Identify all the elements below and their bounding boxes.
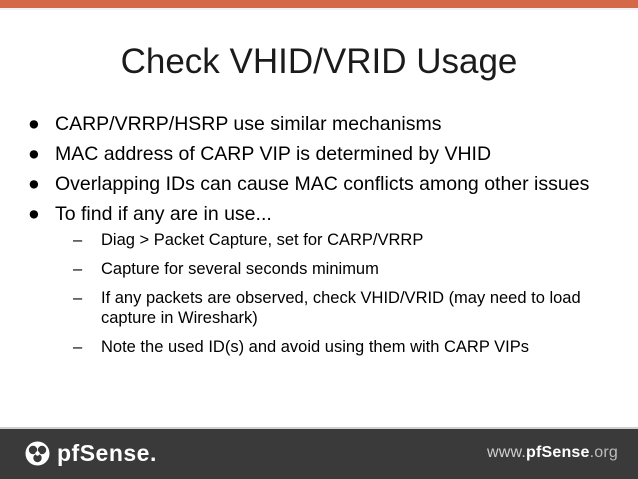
bullet-text: CARP/VRRP/HSRP use similar mechanisms bbox=[55, 113, 442, 135]
sub-bullet-marker: – bbox=[73, 231, 83, 249]
sub-bullet-text: If any packets are observed, check VHID/VRID (may need to load capture in Wireshark) bbox=[101, 289, 581, 327]
footer-divider bbox=[0, 427, 638, 429]
top-accent-bar bbox=[0, 0, 638, 8]
sub-bullet-item bbox=[73, 259, 618, 279]
bullet-marker: ● bbox=[28, 173, 40, 195]
url-brand: pfSense bbox=[525, 444, 590, 461]
url-prefix: www. bbox=[486, 444, 526, 461]
sub-bullet-text: Diag > Packet Capture, set for CARP/VRRP bbox=[101, 231, 424, 249]
slide-content bbox=[28, 113, 618, 366]
bullet-marker: ● bbox=[28, 113, 40, 135]
bullet-item bbox=[28, 113, 618, 136]
bullet-item bbox=[28, 203, 618, 357]
sub-bullet-marker: – bbox=[73, 289, 83, 307]
bullet-marker: ● bbox=[28, 203, 40, 225]
bullet-text: To find if any are in use... bbox=[55, 203, 272, 225]
footer-bar bbox=[0, 427, 638, 479]
logo-wordmark: pfSense. bbox=[57, 440, 157, 466]
sub-bullet-text: Capture for several seconds minimum bbox=[101, 260, 379, 278]
top-divider bbox=[0, 8, 638, 10]
sub-bullet-item bbox=[73, 288, 618, 328]
bullet-text: Overlapping IDs can cause MAC conflicts among other issues bbox=[55, 173, 590, 195]
sub-bullet-item bbox=[73, 337, 618, 357]
bullet-item bbox=[28, 143, 618, 166]
bullet-item bbox=[28, 173, 618, 196]
sub-bullet-list bbox=[73, 230, 618, 357]
bullet-marker: ● bbox=[28, 143, 40, 165]
slide-title: Check VHID/VRID Usage bbox=[120, 42, 518, 81]
sub-bullet-marker: – bbox=[73, 260, 83, 278]
sub-bullet-marker: – bbox=[73, 338, 83, 356]
sub-bullet-item bbox=[73, 230, 618, 250]
url-suffix: .org bbox=[589, 444, 618, 461]
sub-bullet-text: Note the used ID(s) and avoid using them with CARP VIPs bbox=[101, 338, 529, 356]
website-url[interactable] bbox=[487, 443, 618, 463]
pfsense-logo-icon bbox=[24, 440, 51, 467]
pfsense-logo bbox=[24, 440, 157, 467]
bullet-text: MAC address of CARP VIP is determined by VHID bbox=[55, 143, 492, 165]
